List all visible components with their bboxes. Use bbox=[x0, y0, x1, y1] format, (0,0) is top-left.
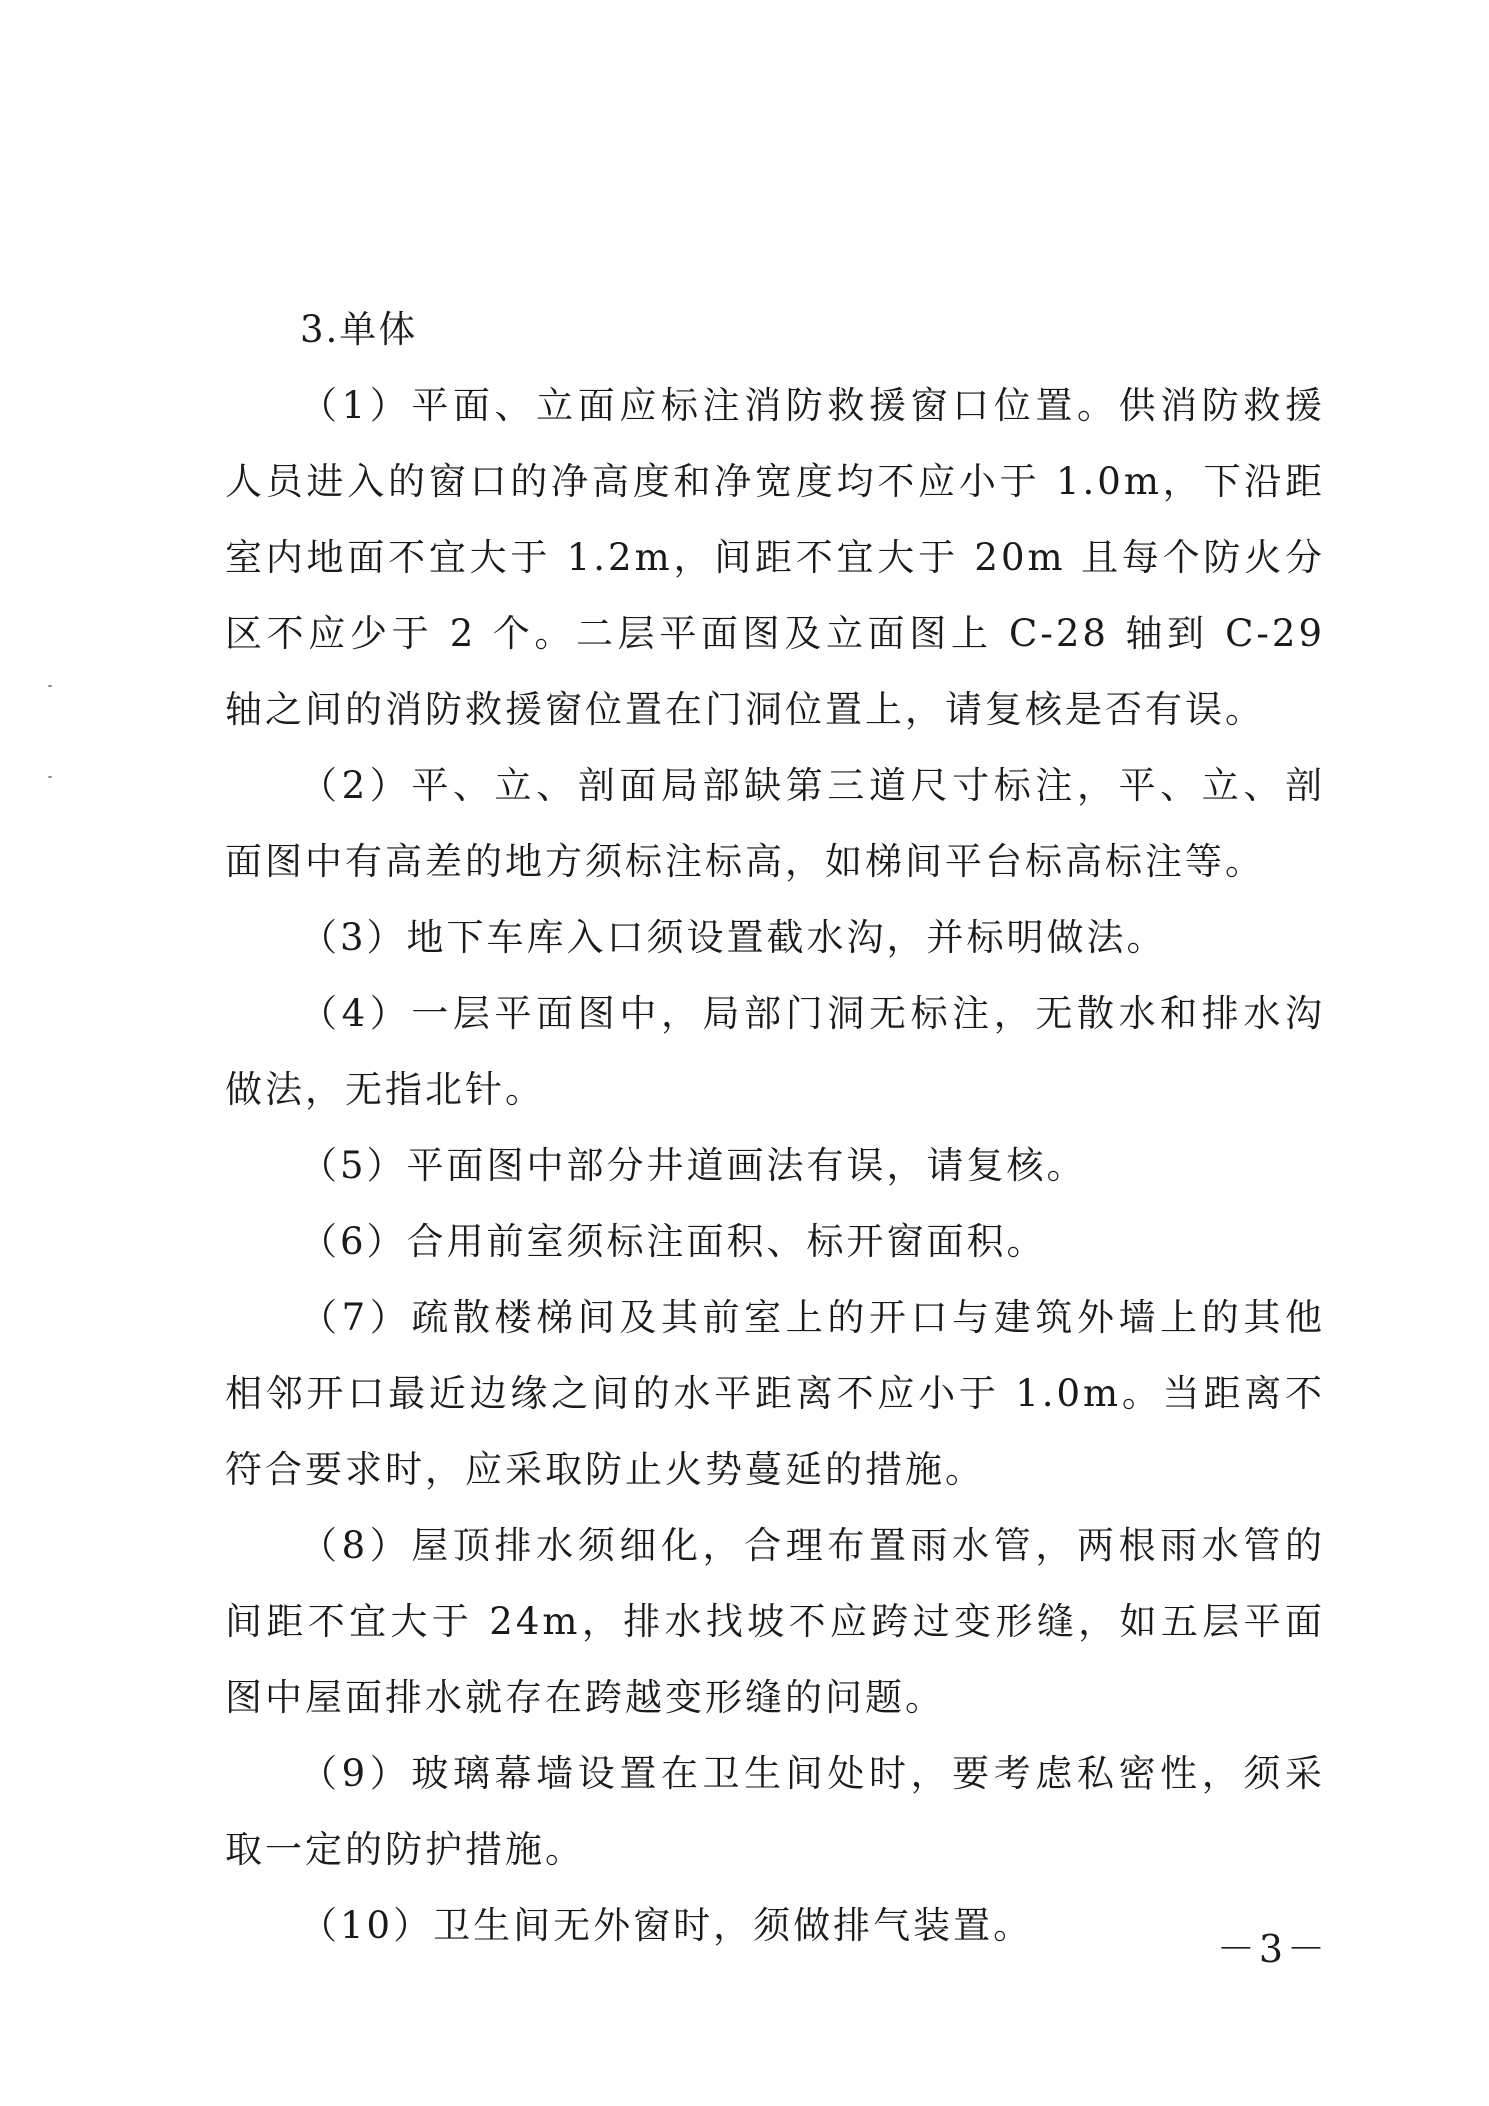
review-item-8: （8）屋顶排水须细化，合理布置雨水管，两根雨水管的间距不宜大于 24m，排水找坡不应跨过变形缝，如五层平面图中屋面排水就存在跨越变形缝的问题。 bbox=[225, 1524, 1325, 1719]
review-item-3: （3）地下车库入口须设置截水沟，并标明做法。 bbox=[300, 916, 1167, 959]
page-number: －3－ bbox=[1216, 1927, 1329, 1971]
scan-artifact bbox=[48, 776, 52, 778]
review-item-2: （2）平、立、剖面局部缺第三道尺寸标注，平、立、剖面图中有高差的地方须标注标高，如梯间平台标高标注等。 bbox=[225, 764, 1325, 883]
review-item-9: （9）玻璃幕墙设置在卫生间处时，要考虑私密性，须采取一定的防护措施。 bbox=[225, 1752, 1325, 1871]
review-item-6: （6）合用前室须标注面积、标开窗面积。 bbox=[300, 1220, 1047, 1263]
review-item-7: （7）疏散楼梯间及其前室上的开口与建筑外墙上的其他相邻开口最近边缘之间的水平距离不应小于 1.0m。当距离不符合要求时，应采取防止火势蔓延的措施。 bbox=[225, 1296, 1325, 1491]
review-item-1: （1）平面、立面应标注消防救援窗口位置。供消防救援人员进入的窗口的净高度和净宽度均不应小于 1.0m，下沿距室内地面不宜大于 1.2m，间距不宜大于 20m 且每个防火分区不应少于 2 个。二层平面图及立面图上 C-28 轴到 C-29 轴之间的消防救援窗位置在门洞位置上，请复核是否有误。 bbox=[225, 384, 1325, 731]
review-item-10: （10）卫生间无外窗时，须做排气装置。 bbox=[300, 1904, 1034, 1947]
review-item-5: （5）平面图中部分井道画法有误，请复核。 bbox=[300, 1144, 1087, 1187]
scan-artifact bbox=[48, 685, 52, 687]
document-body bbox=[225, 292, 1325, 1964]
review-item-4: （4）一层平面图中，局部门洞无标注，无散水和排水沟做法，无指北针。 bbox=[225, 992, 1325, 1111]
section-heading: 3.单体 bbox=[300, 308, 418, 351]
